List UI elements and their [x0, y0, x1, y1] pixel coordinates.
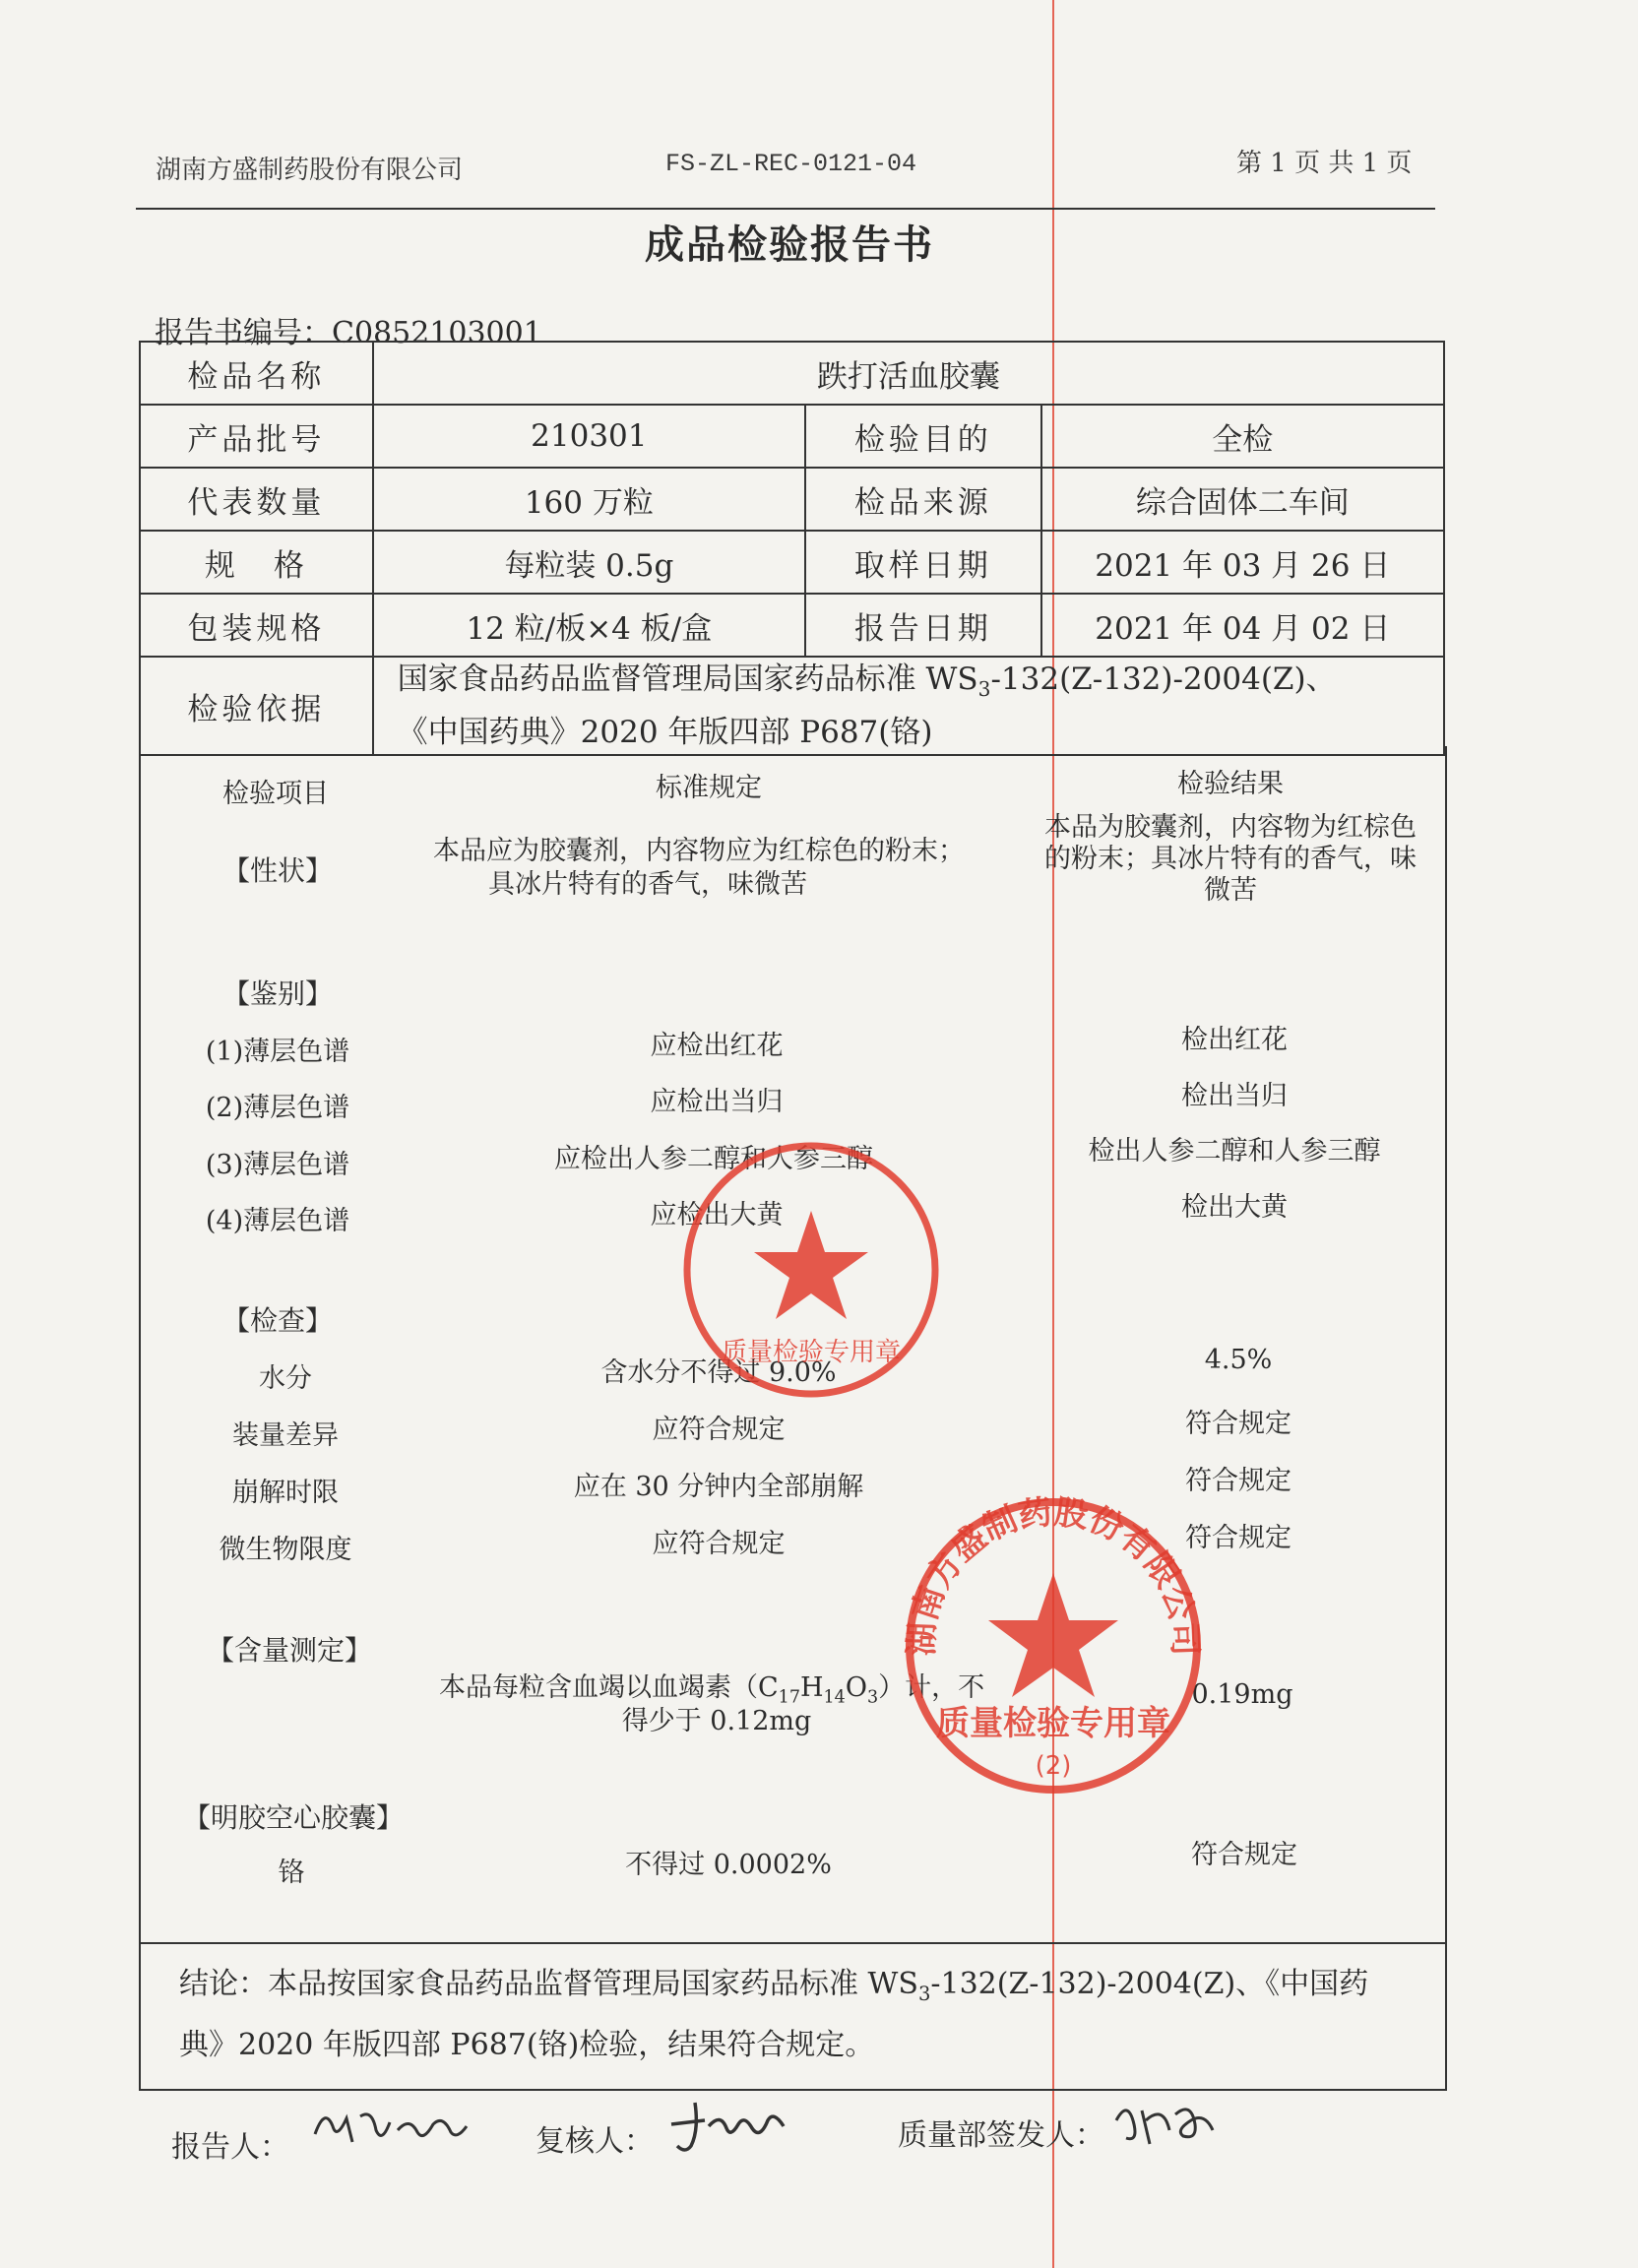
package-label: 包装规格	[140, 594, 373, 657]
character-standard-1: 本品应为胶囊剂，内容物应为红棕色的粉末；	[433, 836, 965, 866]
insp-result-2: 符合规定	[1185, 1409, 1292, 1439]
report-number: 报告书编号：C0852103001	[155, 316, 542, 350]
insp-standard-4: 应符合规定	[652, 1529, 786, 1559]
ident-standard-1: 应检出红花	[650, 1031, 784, 1061]
ident-result-4: 检出大黄	[1181, 1192, 1288, 1223]
insp-item-4: 微生物限度	[219, 1535, 352, 1565]
assay-sub-3: 3	[866, 1687, 879, 1708]
insp-standard-3: 应在 30 分钟内全部崩解	[573, 1472, 864, 1502]
ident-standard-4: 应检出大黄	[650, 1200, 784, 1230]
sample-date-label: 取样日期	[805, 531, 1041, 594]
ident-result-2: 检出当归	[1181, 1081, 1288, 1111]
character-standard-2: 具冰片特有的香气，味微苦	[488, 869, 807, 900]
assay-sub-2: 14	[823, 1687, 846, 1708]
doc-code: FS-ZL-REC-0121-04	[665, 150, 917, 178]
reporter-label: 报告人：	[171, 2130, 289, 2165]
source-label: 检品来源	[805, 468, 1041, 531]
row-quantity	[140, 468, 1444, 531]
quantity: 160 万粒	[373, 468, 805, 531]
conclusion	[179, 1959, 1368, 2071]
insp-standard-1: 含水分不得过 9.0%	[600, 1357, 837, 1388]
assay-std-1c: O	[845, 1672, 867, 1703]
page-title: 成品检验报告书	[645, 221, 934, 268]
company-name: 湖南方盛制药股份有限公司	[156, 156, 464, 185]
concl-1b: -132(Z-132)-2004(Z)、《中国药	[930, 1967, 1369, 2001]
basis-line-1a: 国家食品药品监督管理局国家药品标准 WS	[397, 662, 978, 697]
row-batch	[140, 405, 1444, 468]
product-name: 跌打活血胶囊	[373, 342, 1444, 405]
section-character: 【性状】	[222, 854, 334, 887]
ident-item-2: (2)薄层色谱	[205, 1093, 350, 1123]
purpose-label: 检验目的	[805, 405, 1041, 468]
column-item: 检验项目	[222, 779, 329, 809]
page-info: 第 1 页 共 1 页	[1236, 149, 1413, 178]
capsule-standard: 不得过 0.0002%	[625, 1850, 832, 1880]
section-inspection: 【检查】	[222, 1304, 334, 1337]
ident-result-3: 检出人参二醇和人参三醇	[1088, 1136, 1381, 1166]
ident-item-3: (3)薄层色谱	[205, 1150, 350, 1180]
reviewer-label: 复核人：	[536, 2124, 654, 2159]
stamp2-outer-text: 湖南方盛制药股份有限公司	[902, 1492, 1205, 1657]
reporter-signature	[307, 2097, 474, 2156]
package: 12 粒/板×4 板/盒	[373, 594, 805, 657]
insp-result-4: 符合规定	[1185, 1523, 1292, 1553]
batch-number: 210301	[373, 405, 805, 468]
insp-item-3: 崩解时限	[232, 1478, 339, 1508]
basis-line-1-sub: 3	[977, 677, 991, 702]
ident-standard-2: 应检出当归	[650, 1087, 784, 1117]
reviewer-signature	[665, 2091, 793, 2160]
basis-line-2: 《中国药典》2020 年版四部 P687(铬)	[397, 715, 933, 751]
ident-standard-3: 应检出人参二醇和人参三醇	[554, 1144, 873, 1174]
report-date: 2021 年 04 月 02 日	[1041, 594, 1444, 657]
capsule-result: 符合规定	[1191, 1840, 1297, 1870]
ident-result-1: 检出红花	[1181, 1025, 1288, 1055]
issuer-label: 质量部签发人：	[898, 2118, 1104, 2153]
purpose: 全检	[1041, 405, 1444, 468]
assay-sub-1: 17	[778, 1687, 800, 1708]
capsule-item: 铬	[278, 1858, 305, 1888]
stamp1-text: 质量检验专用章	[721, 1338, 902, 1367]
source: 综合固体二车间	[1041, 468, 1444, 531]
header-rule	[136, 208, 1435, 210]
concl-sub: 3	[917, 1983, 931, 2005]
character-result-2: 的粉末；具冰片特有的香气，味	[1044, 844, 1417, 874]
basis-line-1b: -132(Z-132)-2004(Z)、	[990, 662, 1337, 697]
insp-result-1: 4.5%	[1204, 1345, 1273, 1375]
concl-1a: 结论：本品按国家食品药品监督管理局国家药品标准 WS	[179, 1967, 918, 2001]
section-identification: 【鉴别】	[222, 977, 334, 1010]
assay-std-1d: ）计，不	[878, 1672, 985, 1703]
assay-std-1b: H	[799, 1672, 824, 1703]
stamp2-inner-text: 质量检验专用章	[936, 1704, 1170, 1743]
basis-label: 检验依据	[140, 657, 373, 755]
insp-standard-2: 应符合规定	[652, 1415, 786, 1445]
assay-std-1a: 本品每粒含血竭以血竭素（C	[439, 1672, 779, 1703]
inspection-seal-2	[896, 1488, 1211, 1803]
basis	[373, 657, 1444, 755]
section-capsule: 【明胶空心胶囊】	[183, 1801, 405, 1834]
batch-label: 产品批号	[140, 405, 373, 468]
character-result-3: 微苦	[1204, 875, 1257, 906]
insp-item-1: 水分	[259, 1363, 312, 1394]
row-package	[140, 594, 1444, 657]
conclusion-line-2: 典》2020 年版四部 P687(铬)检验，结果符合规定。	[179, 2028, 875, 2062]
product-name-label: 检品名称	[140, 342, 373, 405]
section-assay: 【含量测定】	[207, 1634, 373, 1667]
row-basis	[140, 657, 1444, 755]
assay-standard-2: 得少于 0.12mg	[621, 1706, 812, 1736]
ident-item-1: (1)薄层色谱	[205, 1037, 350, 1067]
row-spec	[140, 531, 1444, 594]
report-date-label: 报告日期	[805, 594, 1041, 657]
ident-item-4: (4)薄层色谱	[205, 1206, 350, 1236]
column-result: 检验结果	[1177, 769, 1284, 799]
insp-item-2: 装量差异	[232, 1420, 339, 1451]
issuer-signature	[1106, 2091, 1225, 2154]
basis-line-1	[398, 658, 1443, 711]
row-product-name	[140, 342, 1444, 405]
info-table	[139, 341, 1445, 756]
column-standard: 标准规定	[656, 773, 762, 803]
quantity-label: 代表数量	[140, 468, 373, 531]
sample-date: 2021 年 03 月 26 日	[1041, 531, 1444, 594]
spec-label: 规 格	[140, 531, 373, 594]
inspection-seal-1	[673, 1132, 949, 1408]
stamp2-number: (2)	[1035, 1751, 1072, 1781]
character-result-1: 本品为胶囊剂，内容物为红棕色	[1044, 812, 1417, 843]
spec: 每粒装 0.5g	[373, 531, 805, 594]
insp-result-3: 符合规定	[1185, 1466, 1292, 1496]
conclusion-line-1	[179, 1959, 1368, 2020]
assay-result: 0.19mg	[1191, 1679, 1293, 1710]
